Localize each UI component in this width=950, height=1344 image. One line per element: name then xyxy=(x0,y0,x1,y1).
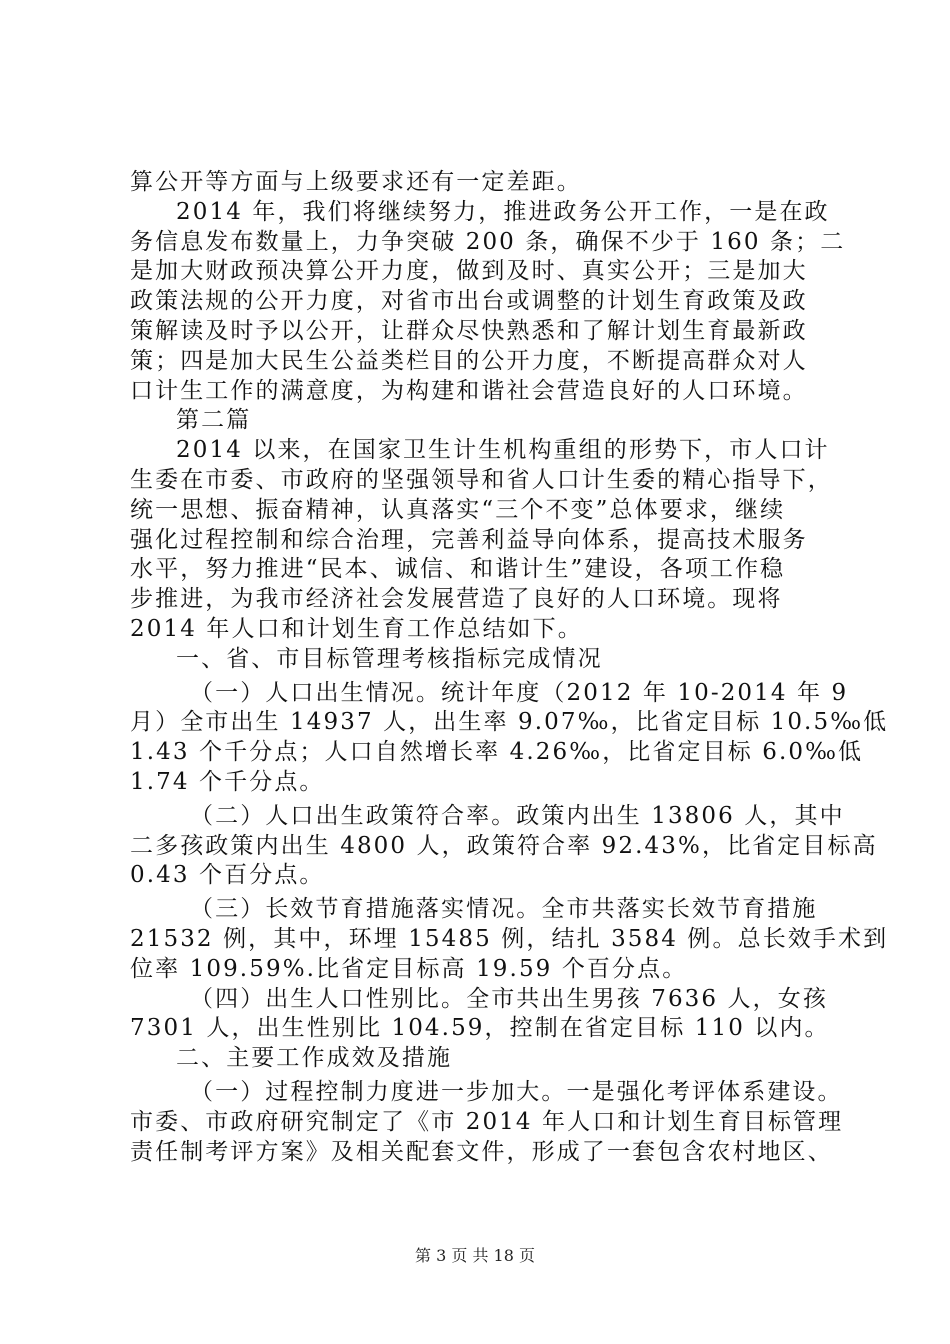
text-line: 市委、市政府研究制定了《市 2014 年人口和计划生育目标管理 xyxy=(130,1108,844,1135)
text-line: 2014 年，我们将继续努力，推进政务公开工作，一是在政 xyxy=(176,198,830,225)
text-line: 政策法规的公开力度，对省市出台或调整的计划生育政策及政 xyxy=(130,288,808,315)
text-line: 强化过程控制和综合治理，完善利益导向体系，提高技术服务 xyxy=(130,526,808,553)
text-line: 21532 例，其中，环埋 15485 例，结扎 3584 例。总长效手术到 xyxy=(130,925,889,952)
text-line: 二多孩政策内出生 4800 人，政策符合率 92.43%，比省定目标高 xyxy=(130,832,878,859)
text-line: 1.74 个千分点。 xyxy=(130,768,325,795)
text-line: 1.43 个千分点；人口自然增长率 4.26‰，比省定目标 6.0‰低 xyxy=(130,739,864,766)
section-heading: 第二篇 xyxy=(176,407,252,434)
text-line: 2014 年人口和计划生育工作总结如下。 xyxy=(130,615,583,642)
text-line: （一）过程控制力度进一步加大。一是强化考评体系建设。 xyxy=(190,1078,843,1105)
text-line: 0.43 个百分点。 xyxy=(130,862,325,889)
subsection-heading: 二、主要工作成效及措施 xyxy=(176,1045,453,1072)
text-line: 统一思想、振奋精神，认真落实“三个不变”总体要求，继续 xyxy=(130,496,786,523)
text-line: 是加大财政预决算公开力度，做到及时、真实公开；三是加大 xyxy=(130,258,808,285)
text-line: 7301 人，出生性别比 104.59，控制在省定目标 110 以内。 xyxy=(130,1015,830,1042)
text-line: （二）人口出生政策符合率。政策内出生 13806 人，其中 xyxy=(190,802,845,829)
text-line: （一）人口出生情况。统计年度（2012 年 10-2014 年 9 xyxy=(190,679,849,706)
text-line: 算公开等方面与上级要求还有一定差距。 xyxy=(130,169,582,195)
text-line: 策；四是加大民生公益类栏目的公开力度，不断提高群众对人 xyxy=(130,347,808,374)
text-line: 水平，努力推进“民本、诚信、和谐计生”建设，各项工作稳 xyxy=(130,556,786,583)
document-body xyxy=(130,168,889,1167)
text-line: （四）出生人口性别比。全市共出生男孩 7636 人，女孩 xyxy=(190,985,828,1012)
text-line: 务信息发布数量上，力争突破 200 条，确保不少于 160 条；二 xyxy=(130,228,846,255)
text-line: 责任制考评方案》及相关配套文件，形成了一套包含农村地区、 xyxy=(130,1138,833,1165)
text-line: 月）全市出生 14937 人，出生率 9.07‰，比省定目标 10.5‰低 xyxy=(130,709,889,736)
text-line: 策解读及时予以公开，让群众尽快熟悉和了解计划生育最新政 xyxy=(130,317,808,344)
text-line: 2014 以来，在国家卫生计生机构重组的形势下，市人口计 xyxy=(176,437,830,464)
text-line: 口计生工作的满意度，为构建和谐社会营造良好的人口环境。 xyxy=(130,377,808,404)
text-line: 生委在市委、市政府的坚强领导和省人口计生委的精心指导下， xyxy=(130,466,833,493)
page-footer: 第 3 页 共 18 页 xyxy=(415,1246,535,1265)
text-line: 位率 109.59%.比省定目标高 19.59 个百分点。 xyxy=(130,955,688,982)
subsection-heading: 一、省、市目标管理考核指标完成情况 xyxy=(176,645,603,672)
text-line: 步推进，为我市经济社会发展营造了良好的人口环境。现将 xyxy=(130,586,783,613)
text-line: （三）长效节育措施落实情况。全市共落实长效节育措施 xyxy=(190,896,818,923)
